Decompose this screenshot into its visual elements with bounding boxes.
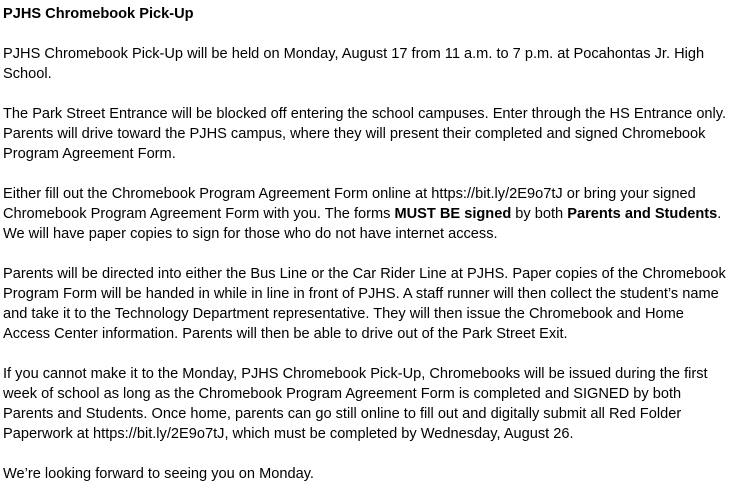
paragraph-event-details: PJHS Chromebook Pick-Up will be held on Monday, August 17 from 11 a.m. to 7 p.m. at Pocahontas Jr. High School.: [3, 46, 705, 82]
paragraph-alternate-pickup: If you cannot make it to the Monday, PJHS Chromebook Pick-Up, Chromebooks will be issued during the first week of school as long as the Chromebook Program Agreement Form is completed and SIGNED by both Parents and Students. Once home, parents can go still online to fill out and digitally submit all Red Folder Paperwork at https://bit.ly/2E9o7tJ, which must be completed by Wednesday, August 26.: [3, 366, 708, 442]
parents-and-students-emphasis: Parents and Students: [567, 206, 718, 222]
paragraph-pickup-process: Parents will be directed into either the Bus Line or the Car Rider Line at PJHS. Paper copies of the Chromebook Program Form will be handed in while in line in front of PJHS. A staff runner will then collect the student’s name and take it to the Technology Department representative. They will then issue the Chromebook and Home Access Center information. Parents will then be able to drive out of the Park Street Exit.: [3, 266, 726, 342]
agreement-text-part2: by both: [511, 206, 568, 222]
must-be-signed-emphasis: MUST BE signed: [394, 206, 512, 222]
page-title: PJHS Chromebook Pick-Up: [3, 6, 194, 22]
paragraph-closing: We’re looking forward to seeing you on Monday.: [3, 466, 314, 482]
announcement-document: [3, 4, 729, 484]
paragraph-entrance-instructions: The Park Street Entrance will be blocked off entering the school campuses. Enter through the HS Entrance only. Parents will drive toward the PJHS campus, where they will present their completed and signed Chromebook Program Agreement Form.: [3, 106, 727, 162]
agreement-text-part3: . We will have paper copies to sign for those who do not have internet access.: [3, 206, 722, 242]
paragraph-agreement-form: [3, 184, 729, 244]
agreement-text-part1: Either fill out the Chromebook Program Agreement Form online at https://bit.ly/2E9o7tJ or bring your signed Chromebook Program Agreement Form with you. The forms: [3, 186, 696, 222]
